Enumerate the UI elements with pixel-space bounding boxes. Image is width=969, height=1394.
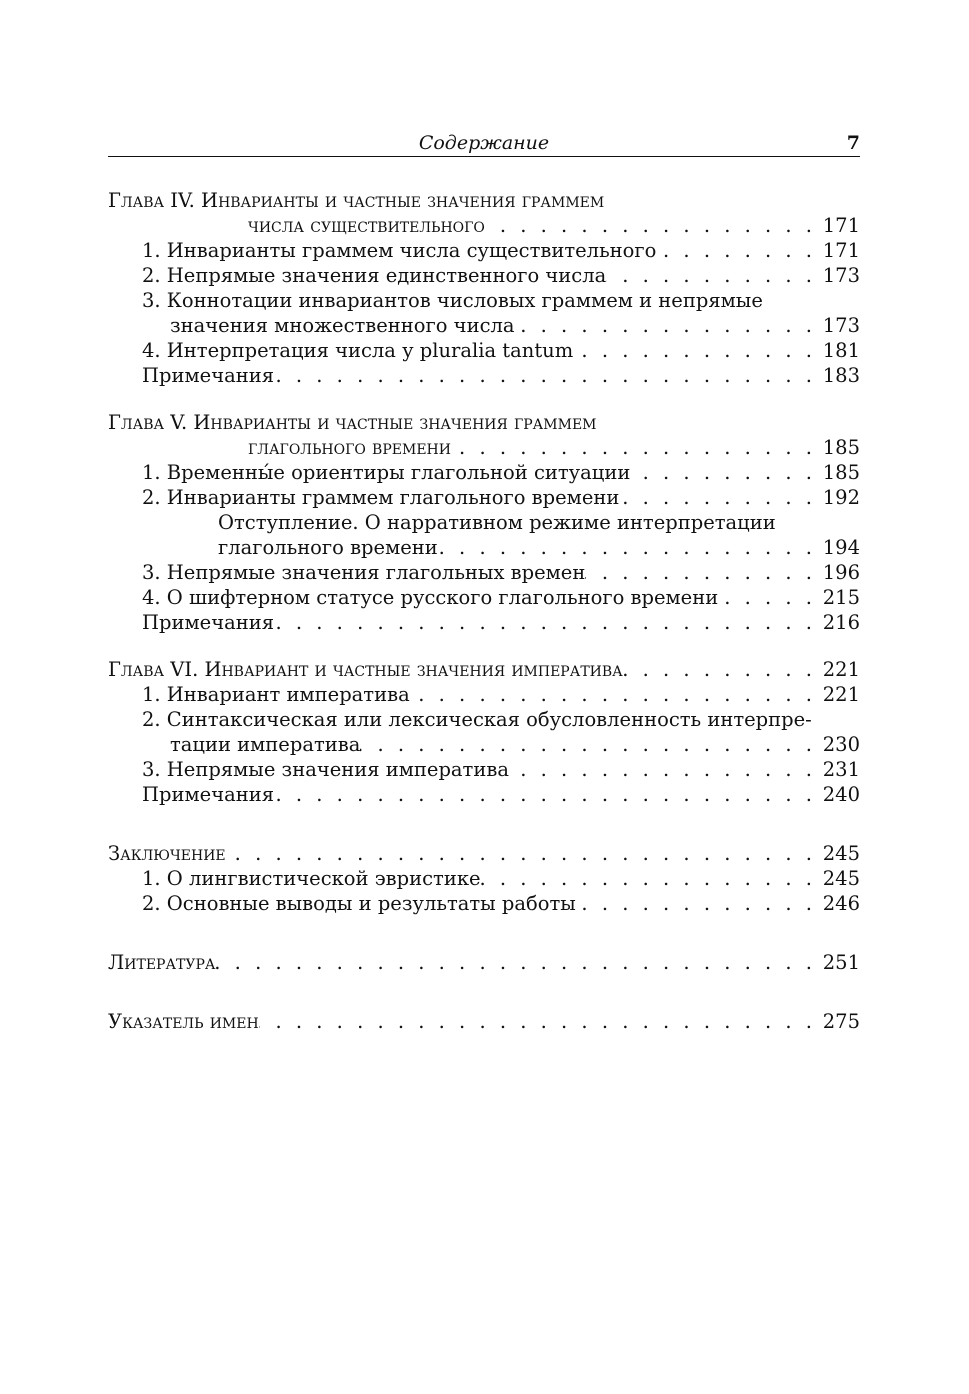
leader-dots (515, 313, 820, 338)
toc-entry-text: Примечания (142, 611, 275, 634)
spacer (108, 975, 860, 1009)
toc-entry-line1: 3. Коннотации инвариантов числовых граммем и непрямые (142, 289, 763, 312)
leader-dots (410, 682, 820, 707)
toc-entry-text: Примечания (142, 364, 275, 387)
leader-dots (226, 841, 820, 866)
toc-entry-text: Примечания (142, 783, 275, 806)
conclusion-page: 245 (822, 842, 860, 865)
toc-entry-text: 3. Непрямые значения глагольных времен (142, 561, 586, 584)
toc-entry-page: 230 (822, 733, 860, 756)
toc-entry-text: 4. О шифтерном статусе русского глагольного времени (142, 586, 719, 609)
spacer (108, 807, 860, 841)
toc-entry-notes (108, 782, 860, 807)
toc-entry-page: 185 (822, 461, 860, 484)
leader-dots (274, 363, 820, 388)
leader-dots (619, 485, 820, 510)
toc-entry-text: 1. Временны́е ориентиры глагольной ситуации (142, 461, 631, 484)
conclusion-title (108, 841, 860, 866)
leader-dots (485, 213, 820, 238)
leader-dots (630, 460, 820, 485)
toc-entry (108, 263, 860, 288)
running-head (108, 130, 860, 157)
toc-entry-page: 181 (822, 339, 860, 362)
toc-entry-page: 171 (822, 239, 860, 262)
toc-entry-page: 245 (822, 867, 860, 890)
toc-entry-line1: 2. Синтаксическая или лексическая обусловленность интерпре- (142, 708, 812, 731)
toc-entry (108, 682, 860, 707)
leader-dots (259, 1009, 820, 1034)
toc-entry-page: 192 (822, 486, 860, 509)
toc-entry-page: 221 (822, 683, 860, 706)
toc-entry-text: тации императива (170, 733, 361, 756)
leader-dots (360, 732, 820, 757)
chapter-6-title-text: Глава VI. Инвариант и частные значения императива (108, 658, 623, 681)
toc-entry (108, 732, 860, 757)
toc-entry-text: 1. Инвариант императива (142, 683, 410, 706)
toc-entry (108, 757, 860, 782)
toc-entry-text: 3. Непрямые значения императива (142, 758, 509, 781)
book-page (108, 0, 860, 1394)
leader-dots (274, 610, 820, 635)
toc-entry-page: 240 (822, 783, 860, 806)
toc-entry-page: 183 (822, 364, 860, 387)
literature-page: 251 (822, 951, 860, 974)
chapter-5-title-line1: Глава V. Инварианты и частные значения граммем (108, 411, 597, 434)
toc-entry-text: 4. Интерпретация числа у pluralia tantum (142, 339, 574, 362)
toc-entry-notes (108, 610, 860, 635)
toc-entry (108, 891, 860, 916)
toc-entry (108, 585, 860, 610)
chapter-6-title (108, 657, 860, 682)
toc-entry-page: 173 (822, 264, 860, 287)
toc-entry-page: 246 (822, 892, 860, 915)
toc-entry-page: 194 (822, 536, 860, 559)
leader-dots (718, 585, 820, 610)
index-entry (108, 1009, 860, 1034)
leader-dots (438, 535, 820, 560)
leader-dots (656, 238, 820, 263)
chapter-5-title-line2 (108, 435, 860, 460)
toc-entry (108, 866, 860, 891)
running-title: Содержание (418, 132, 550, 154)
toc-entry-text: глагольного времени (218, 536, 438, 559)
chapter-4-title-line2 (108, 213, 860, 238)
leader-dots (509, 757, 820, 782)
leader-dots (573, 338, 820, 363)
toc-entry-page: 196 (822, 561, 860, 584)
leader-dots (576, 891, 820, 916)
leader-dots (451, 435, 820, 460)
toc-entry (108, 485, 860, 510)
index-title: Указатель имен (108, 1010, 259, 1033)
toc-entry (108, 338, 860, 363)
toc-digression-line1: Отступление. О нарративном режиме интерпретации (218, 511, 776, 534)
chapter-5-page: 185 (822, 436, 860, 459)
toc-entry-page: 231 (822, 758, 860, 781)
index-page: 275 (822, 1010, 860, 1033)
toc-entry-text: 2. Непрямые значения единственного числа (142, 264, 607, 287)
toc-entry (108, 313, 860, 338)
chapter-4-title-line1: Глава IV. Инварианты и частные значения граммем (108, 189, 605, 212)
toc-entry (108, 535, 860, 560)
literature-title: Литература (108, 951, 216, 974)
conclusion-title-text: Заключение (108, 842, 226, 865)
spacer (108, 916, 860, 950)
toc-entry (108, 560, 860, 585)
leader-dots (585, 560, 820, 585)
toc-entry-page: 215 (822, 586, 860, 609)
page-number: 7 (846, 132, 860, 154)
toc-entry-text: 1. Инварианты граммем числа существительного (142, 239, 657, 262)
leader-dots (481, 866, 820, 891)
leader-dots (216, 950, 820, 975)
spacer (108, 635, 860, 657)
toc-entry-text: 1. О лингвистической эвристике (142, 867, 481, 890)
table-of-contents (108, 188, 860, 1034)
toc-entry-notes (108, 363, 860, 388)
chapter-4-page: 171 (822, 214, 860, 237)
toc-entry (108, 460, 860, 485)
leader-dots (623, 657, 820, 682)
leader-dots (606, 263, 820, 288)
toc-entry-text: значения множественного числа (170, 314, 515, 337)
toc-entry-page: 216 (822, 611, 860, 634)
chapter-5-title-text: глагольного времени (248, 436, 451, 459)
toc-entry (108, 238, 860, 263)
toc-entry-page: 173 (822, 314, 860, 337)
chapter-4-title-text: числа существительного (248, 214, 485, 237)
toc-entry-text: 2. Основные выводы и результаты работы (142, 892, 576, 915)
chapter-6-page: 221 (822, 658, 860, 681)
literature-entry (108, 950, 860, 975)
toc-entry-text: 2. Инварианты граммем глагольного времени (142, 486, 620, 509)
spacer (108, 388, 860, 410)
leader-dots (274, 782, 820, 807)
